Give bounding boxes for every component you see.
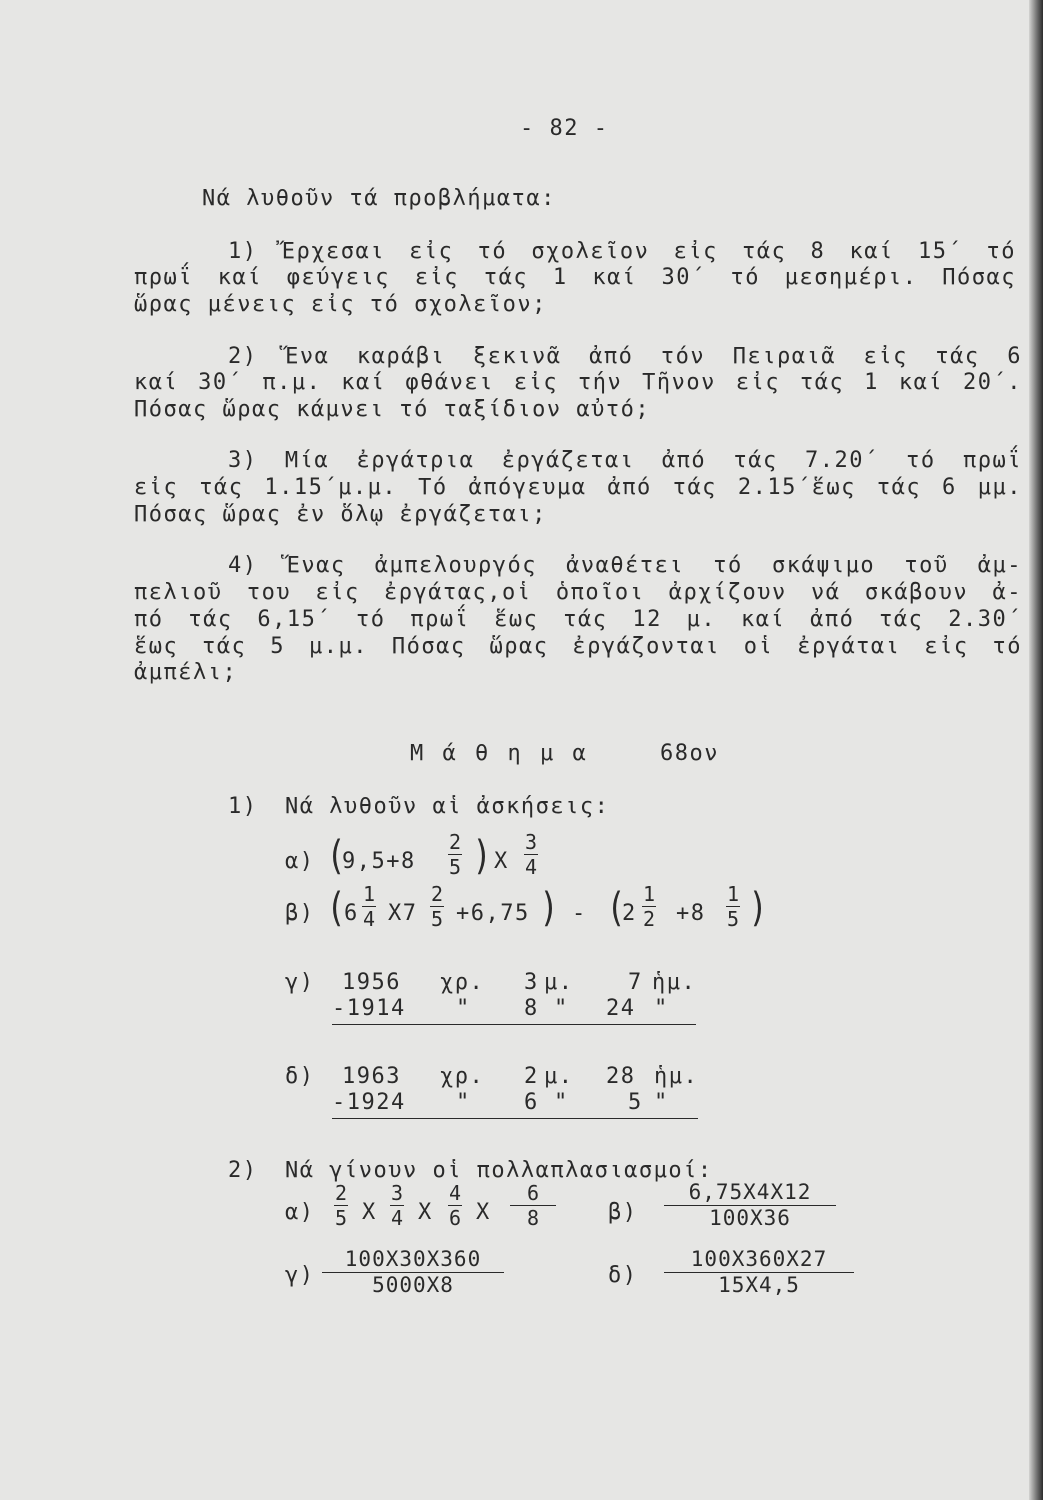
exercise-1d-r2-months: 6 <box>524 1090 539 1115</box>
exercise-2b-denominator: 100X36 <box>709 1206 791 1230</box>
exercise-1b-lparen-1: ( <box>326 885 346 931</box>
exercise-1a-lparen: ( <box>326 833 346 879</box>
lesson-title: Μ ά θ η μ α <box>410 741 589 766</box>
exercise-2a-label: α) <box>285 1200 315 1225</box>
exercise-1b-label: β) <box>285 901 315 926</box>
exercise-1c-r1-dunit: ἡμ. <box>652 970 697 995</box>
problem-3-line-1: 3) Μία ἐργάτρια ἐργάζεται ἀπό τάς 7.20΄ τό πρωΐ <box>228 448 1022 473</box>
exercise-1b-rparen-1: ) <box>539 885 559 931</box>
exercise-2a-times-2: X <box>418 1200 433 1225</box>
exercise-1c-r2-munit: " <box>554 996 569 1021</box>
problem-4-line-1: 4) Ἕνας ἀμπελουργός ἀναθέτει τό σκάψιμο τοῦ ἀμ- <box>228 553 1022 578</box>
exercise-2d-fraction <box>664 1249 854 1296</box>
problem-1-line-1: 1) Ἔρχεσαι εἰς τό σχολεῖον εἰς τάς 8 καί 15΄ τό <box>228 239 1016 264</box>
lesson-number: 68ον <box>660 741 719 766</box>
exercise-1c-r1-yunit: χρ. <box>440 970 485 995</box>
page-edge-shadow <box>1029 0 1043 1500</box>
exercise-1d-r2-days: 5 <box>628 1090 643 1115</box>
exercise-1a-rparen: ) <box>472 833 492 879</box>
exercise-1d-r1-days: 28 <box>606 1064 636 1089</box>
exercise-2d-label: δ) <box>608 1263 638 1288</box>
exercise-2b-label: β) <box>608 1200 638 1225</box>
exercise-1c-r2-months: 8 <box>524 996 539 1021</box>
exercise-1d-r2-yunit: " <box>456 1090 471 1115</box>
exercise-1-number: 1) <box>228 794 258 819</box>
exercise-2b-numerator: 6,75X4X12 <box>688 1180 812 1204</box>
exercise-1d-r1-yunit: χρ. <box>440 1064 485 1089</box>
exercise-1c-r1-munit: μ. <box>544 970 574 995</box>
exercise-1b-lparen-2: ( <box>606 885 626 931</box>
page-number: - 82 - <box>520 116 609 141</box>
exercise-1c-r1-years: 1956 <box>342 970 401 995</box>
exercise-1b-frac-4: 1 5 <box>727 882 740 931</box>
exercise-2d-denominator: 15X4,5 <box>718 1273 800 1297</box>
exercise-2d-numerator: 100X360X27 <box>690 1247 828 1271</box>
problem-4-line-3: πό τάς 6,15΄ τό πρωΐ ἕως τάς 12 μ. καί ἀπό τάς 2.30΄ <box>134 607 1022 632</box>
exercise-2a-times-3: X <box>476 1200 491 1225</box>
problem-3-line-2: εἰς τάς 1.15΄μ.μ. Τό ἀπόγευμα ἀπό τάς 2.15΄ἕως τάς 6 μμ. <box>134 475 1022 500</box>
exercise-1b-frac-1: 1 4 <box>363 882 376 931</box>
intro-heading: Νά λυθοῦν τά προβλήματα: <box>202 186 556 211</box>
exercise-1b-frac-3: 1 2 <box>643 882 656 931</box>
exercise-1d-r2-years: -1924 <box>332 1090 406 1115</box>
exercise-2c-label: γ) <box>285 1263 315 1288</box>
exercise-1c-r2-dunit: " <box>654 996 669 1021</box>
exercise-1c-label: γ) <box>285 970 315 995</box>
exercise-2a-times-1: X <box>362 1200 377 1225</box>
exercise-1b-frac-2: 2 5 <box>431 882 444 931</box>
exercise-2b-fraction <box>664 1182 836 1229</box>
exercise-1b-whole-1: 6 <box>344 901 359 926</box>
problem-2-line-2: καί 30΄ π.μ. καί φθάνει εἰς τήν Τῆνον εἰς τάς 1 καί 20΄. <box>134 370 1022 395</box>
exercise-1a-label: α) <box>285 849 315 874</box>
exercise-1b-plus8: +8 <box>676 901 706 926</box>
exercise-1a-times: X <box>494 849 509 874</box>
problem-2-line-1: 2) Ἕνα καράβι ξεκινᾶ ἀπό τόν Πειραιᾶ εἰς τάς 6 <box>228 344 1022 369</box>
exercise-1d-rule <box>332 1118 698 1119</box>
problem-3-line-3: Πόσας ὥρας ἐν ὅλῳ ἐργάζεται; <box>134 502 547 527</box>
exercise-1c-r2-yunit: " <box>456 996 471 1021</box>
exercise-1c-rule <box>332 1024 696 1025</box>
exercise-2a-frac-4: 6 8 <box>510 1183 556 1228</box>
exercise-1-text: Νά λυθοῦν αἱ ἀσκήσεις: <box>285 794 610 819</box>
exercise-2-text: Νά γίνουν οἱ πολλαπλασιασμοί: <box>285 1158 713 1183</box>
exercise-2c-denominator: 5000X8 <box>372 1273 454 1297</box>
exercise-1d-r1-months: 2 <box>524 1064 539 1089</box>
exercise-1d-r1-munit: μ. <box>544 1064 574 1089</box>
exercise-2c-numerator: 100X30X360 <box>344 1247 482 1271</box>
problem-4-line-4: ἕως τάς 5 μ.μ. Πόσας ὥρας ἐργάζονται οἱ ἐργάται εἰς τό <box>134 634 1022 659</box>
exercise-1c-r1-months: 3 <box>524 970 539 995</box>
exercise-2a-frac-1: 2 5 <box>335 1181 348 1230</box>
problem-2-line-3: Πόσας ὥρας κάμνει τό ταξίδιον αὐτό; <box>134 397 651 422</box>
exercise-1b-whole-3: 2 <box>622 901 637 926</box>
exercise-1b-mid: X7 <box>388 901 418 926</box>
exercise-1d-r1-years: 1963 <box>342 1064 401 1089</box>
exercise-1a-expr: 9,5+8 <box>342 849 416 874</box>
exercise-1c-r2-days: 24 <box>606 996 636 1021</box>
problem-1-line-2: πρωΐ καί φεύγεις εἰς τάς 1 καί 30΄ τό μεσημέρι. Πόσας <box>134 265 1016 290</box>
exercise-1c-r2-years: -1914 <box>332 996 406 1021</box>
exercise-2a-frac-2: 3 4 <box>391 1181 404 1230</box>
exercise-1c-r1-days: 7 <box>628 970 643 995</box>
exercise-1b-rparen-2: ) <box>748 885 768 931</box>
exercise-2a-frac-3: 4 6 <box>449 1181 462 1230</box>
exercise-1d-label: δ) <box>285 1064 315 1089</box>
exercise-1d-r1-dunit: ἡμ. <box>654 1064 699 1089</box>
exercise-1b-tail: +6,75 <box>456 901 530 926</box>
exercise-2c-fraction <box>322 1249 504 1296</box>
exercise-2-number: 2) <box>228 1158 258 1183</box>
exercise-1d-r2-dunit: " <box>654 1090 669 1115</box>
problem-1-line-3: ὥρας μένεις εἰς τό σχολεῖον; <box>134 292 547 317</box>
exercise-1a-frac-2: 3 4 <box>525 830 538 879</box>
problem-4-line-2: πελιοῦ του εἰς ἐργάτας,οἱ ὁποῖοι ἀρχίζουν νά σκάβουν ἀ- <box>134 580 1022 605</box>
exercise-1b-minus: - <box>572 901 587 926</box>
exercise-1a-frac-1: 2 5 <box>449 830 462 879</box>
problem-4-line-5: ἀμπέλι; <box>134 660 238 685</box>
exercise-1d-r2-munit: " <box>554 1090 569 1115</box>
